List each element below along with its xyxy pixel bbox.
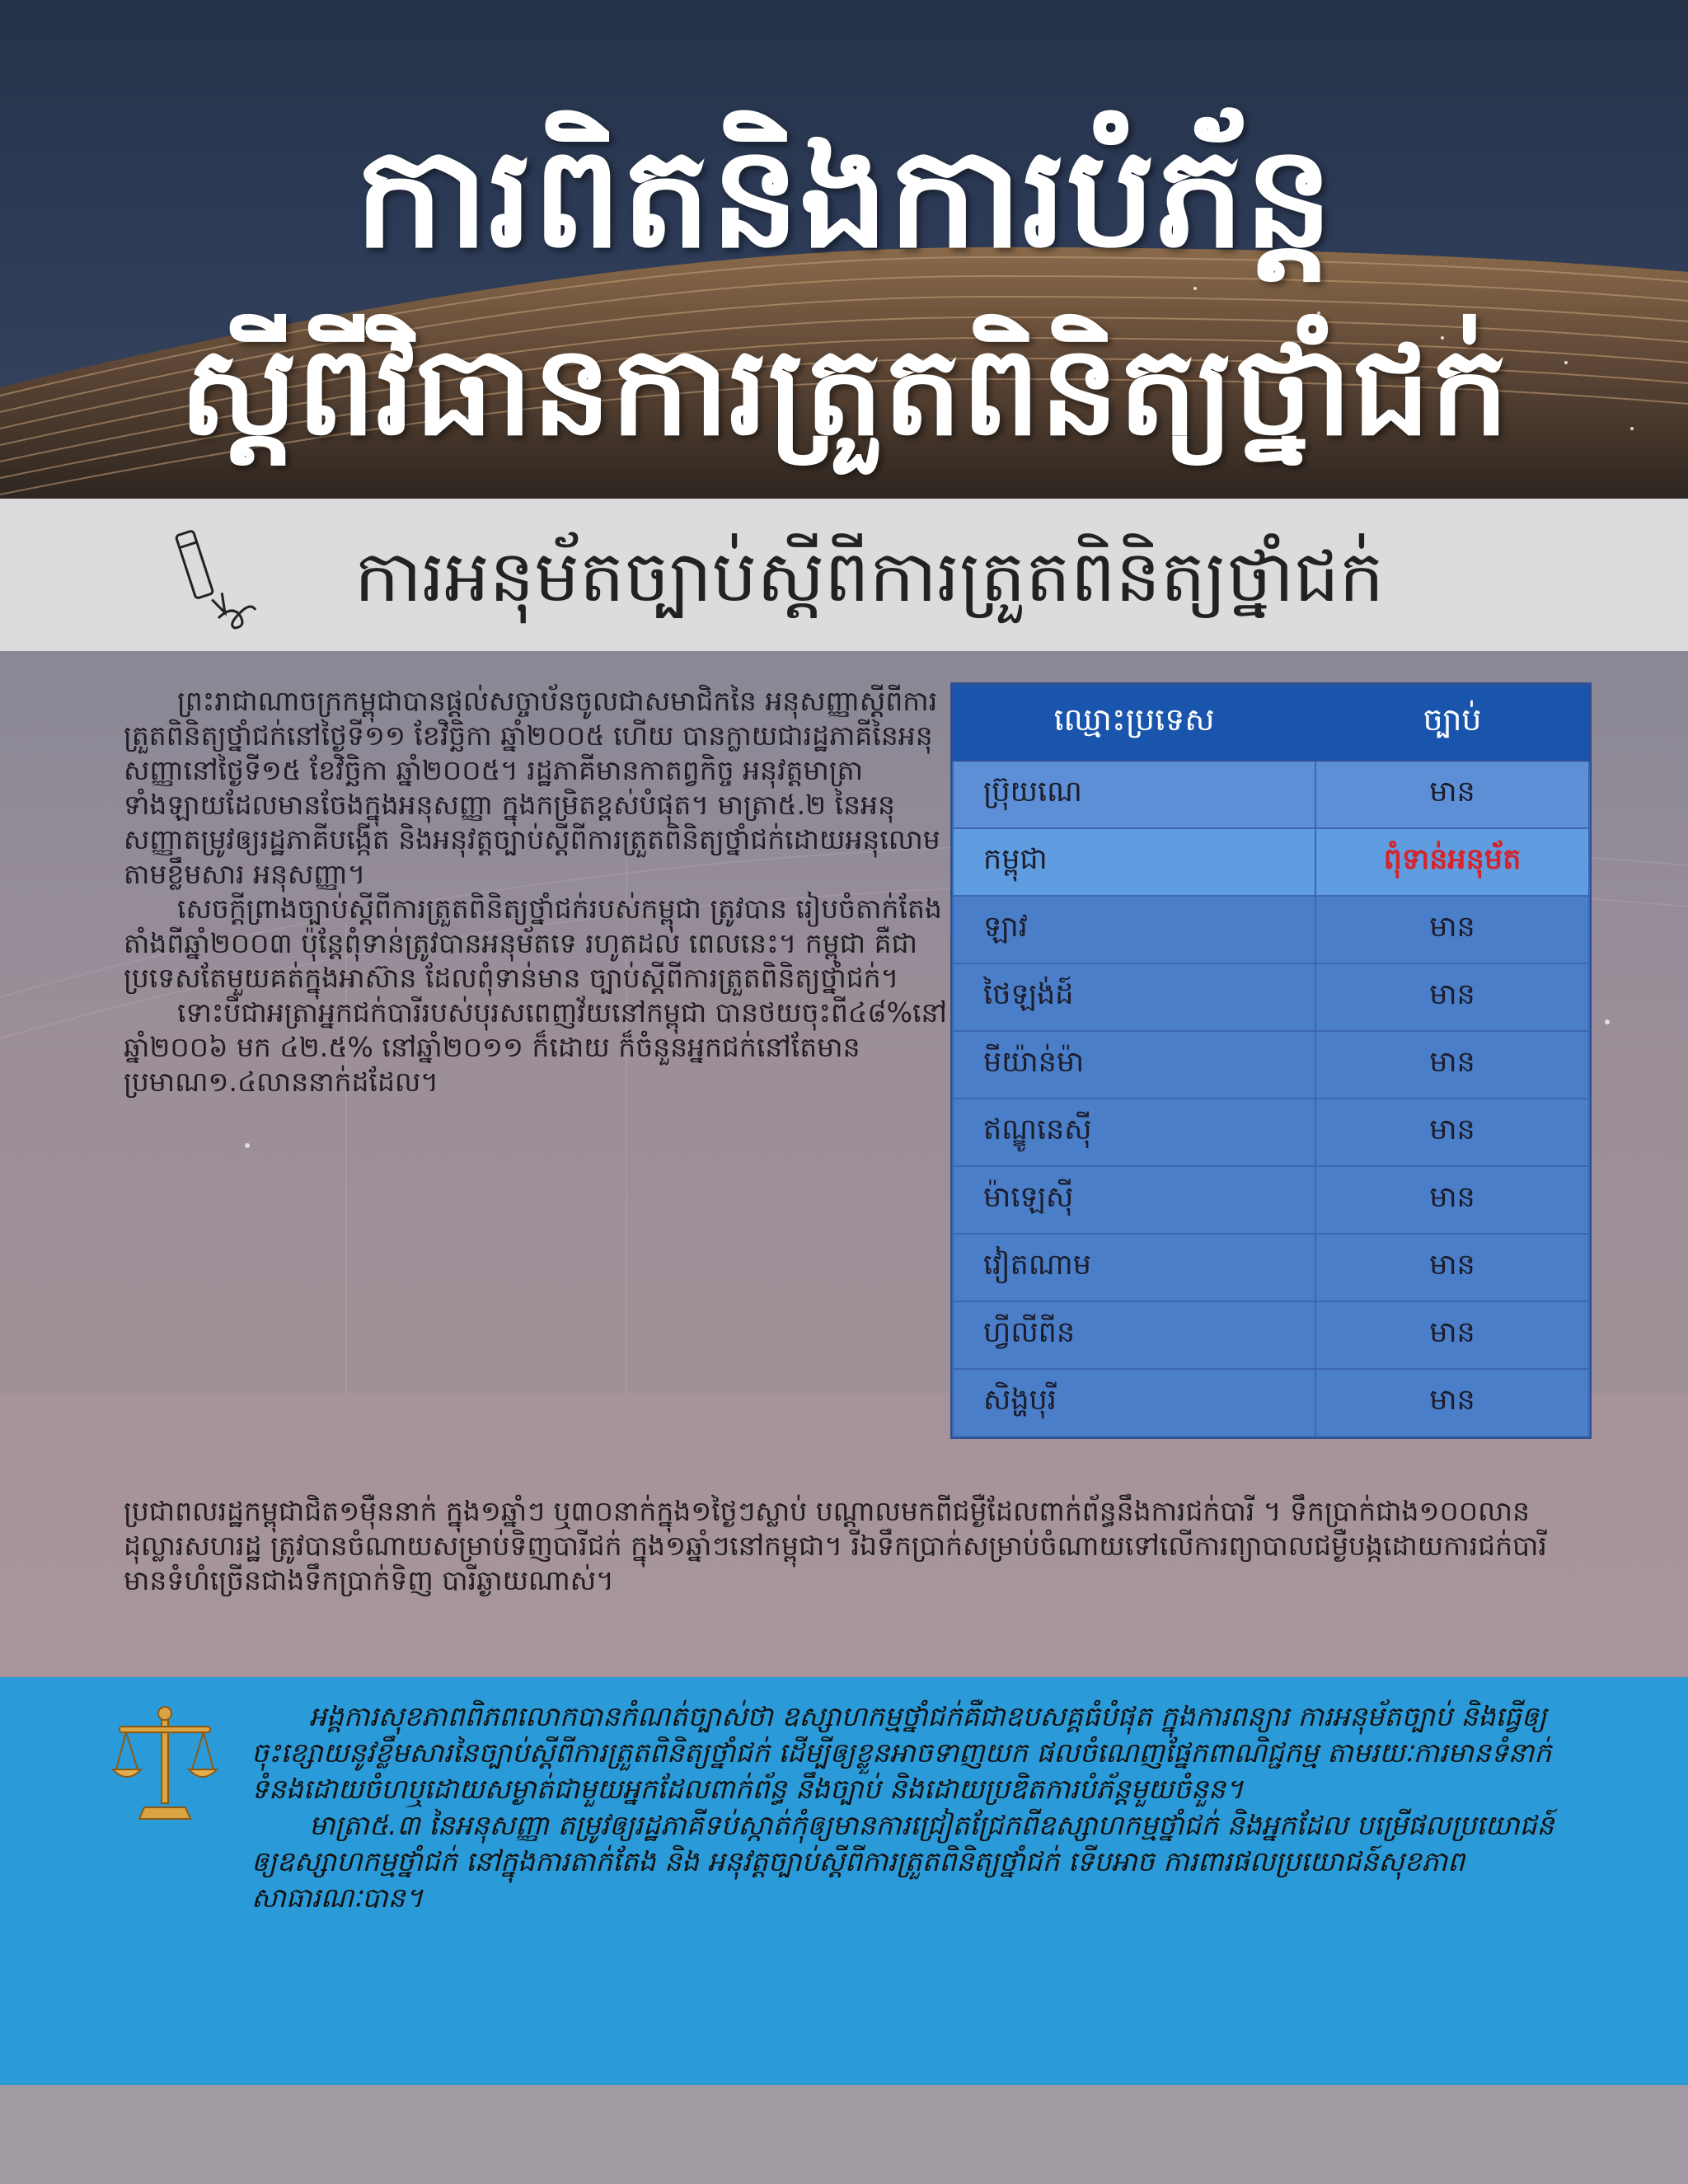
status-cell: មាន bbox=[1315, 1234, 1589, 1301]
main-title-line-1: ការពិតនិងការបំភ័ន្ត bbox=[354, 116, 1334, 279]
country-cell: វៀតណាម bbox=[953, 1234, 1315, 1301]
who-note-box bbox=[0, 1677, 1688, 2085]
table-row bbox=[953, 828, 1589, 896]
table-row bbox=[953, 896, 1589, 963]
pencil-icon bbox=[169, 527, 268, 635]
status-cell: មាន bbox=[1315, 1166, 1589, 1234]
country-cell: កម្ពុជា bbox=[953, 828, 1315, 896]
country-cell: ប្រ៊ុយណេ bbox=[953, 761, 1315, 828]
status-cell: មាន bbox=[1315, 761, 1589, 828]
country-cell: ឡាវ bbox=[953, 896, 1315, 963]
subtitle-heading: ការអនុម័តច្បាប់ស្តីពីការត្រួតពិនិត្យថ្នាំជក់ bbox=[354, 536, 1385, 618]
country-cell: ហ្វីលីពីន bbox=[953, 1301, 1315, 1369]
status-cell: មាន bbox=[1315, 1099, 1589, 1166]
body-paragraph-3: ទោះបីជាអត្រាអ្នកជក់បារីរបស់បុរសពេញវ័យនៅកម្ពុជា បានថយចុះពី៤៨%នៅឆ្នាំ២០០៦ មក ៤២.៥% នៅឆ្នាំ២០១១ ក៏ដោយ ក៏ចំនួនអ្នកជក់នៅតែមានប្រមាណ១.៤លាននាក់ដដែល។ bbox=[124, 996, 947, 1098]
hero-banner bbox=[0, 0, 1688, 499]
table-header-row bbox=[953, 685, 1589, 761]
country-cell: ថៃឡង់ដ៍ bbox=[953, 963, 1315, 1031]
table-row bbox=[953, 1166, 1589, 1234]
table-row bbox=[953, 963, 1589, 1031]
header-law: ច្បាប់ bbox=[1315, 685, 1589, 761]
table-row bbox=[953, 1031, 1589, 1099]
table-row bbox=[953, 1301, 1589, 1369]
asean-law-table bbox=[952, 684, 1590, 1437]
note-paragraph-2: មាត្រា៥.៣ នៃអនុសញ្ញា តម្រូវឲ្យរដ្ឋភាគីទប់ស្កាត់កុំឲ្យមានការជ្រៀតជ្រែកពីឧស្សាហកម្មថ្នាំជក់ និងអ្នកដែល បម្រើផលប្រយោជន៍ឲ្យឧស្សាហកម្មថ្នាំជក់ នៅក្នុងការតាក់តែង និង អនុវត្តច្បាប់ស្តីពីការត្រួតពិនិត្យថ្នាំជក់ ទើបអាច ការពារផលប្រយោជន៍សុខភាពសាធារណៈបាន។ bbox=[251, 1809, 1554, 1914]
footer-band bbox=[0, 2085, 1688, 2184]
country-cell: ម៉ាឡេស៊ី bbox=[953, 1166, 1315, 1234]
country-cell: សិង្ហបុរី bbox=[953, 1369, 1315, 1436]
subtitle-strip bbox=[0, 499, 1688, 651]
status-cell-highlight: ពុំទាន់អនុម័ត bbox=[1315, 828, 1589, 896]
body-paragraph-2: សេចក្តីព្រាងច្បាប់ស្តីពីការត្រួតពិនិត្យថ្នាំជក់របស់កម្ពុជា ត្រូវបាន រៀបចំតាក់តែងតាំងពីឆ្នាំ២០០៣ ប៉ុន្តែពុំទាន់ត្រូវបានអនុម័តទេ រហូតដល់ ពេលនេះ។ កម្ពុជា គឺជាប្រទេសតែមួយគត់ក្នុងអាស៊ាន ដែលពុំទាន់មាន ច្បាប់ស្តីពីការត្រួតពិនិត្យថ្នាំជក់។ bbox=[124, 893, 942, 994]
country-cell: មីយ៉ាន់ម៉ា bbox=[953, 1031, 1315, 1099]
table-row bbox=[953, 1099, 1589, 1166]
main-content bbox=[0, 651, 1688, 1677]
body-paragraph-1: ព្រះរាជាណាចក្រកម្ពុជាបានផ្តល់សច្ចាប័នចូលជាសមាជិកនៃ អនុសញ្ញាស្តីពីការត្រួតពិនិត្យថ្នាំជក់នៅថ្ងៃទី១១ ខែវិច្ឆិកា ឆ្នាំ២០០៥ ហើយ បានក្លាយជារដ្ឋភាគីនៃអនុសញ្ញានៅថ្ងៃទី១៥ ខែវិច្ឆិកា ឆ្នាំ២០០៥។ រដ្ឋភាគីមានកាតព្វកិច្ច អនុវត្តមាត្រាទាំងឡាយដែលមានចែងក្នុងអនុសញ្ញា ក្នុងកម្រិតខ្ពស់បំផុត។ មាត្រា៥.២ នៃអនុសញ្ញាតម្រូវឲ្យរដ្ឋភាគីបង្កើត និងអនុវត្តច្បាប់ស្តីពីការត្រួតពិនិត្យថ្នាំជក់ដោយអនុលោមតាមខ្លឹមសារ អនុសញ្ញា។ bbox=[124, 685, 940, 890]
body-full-width bbox=[124, 1494, 1558, 1598]
status-cell: មាន bbox=[1315, 1301, 1589, 1369]
who-note-text bbox=[251, 1699, 1570, 1916]
table-row bbox=[953, 1369, 1589, 1436]
country-cell: ឥណ្ឌូនេស៊ី bbox=[953, 1099, 1315, 1166]
status-cell: មាន bbox=[1315, 1031, 1589, 1099]
scales-of-justice-icon bbox=[111, 1702, 218, 1825]
status-cell: មាន bbox=[1315, 963, 1589, 1031]
body-paragraph-4: ប្រជាពលរដ្ឋកម្ពុជាជិត១ម៉ឺននាក់ ក្នុង១ឆ្នាំៗ ឬ៣០នាក់ក្នុង១ថ្ងៃៗស្លាប់ បណ្តាលមកពីជម្ងឺដែលពាក់ព័ន្ធនឹងការជក់បារី ។ ទឹកប្រាក់ជាង១០០លានដុល្លារសហរដ្ឋ ត្រូវបានចំណាយសម្រាប់ទិញបារីជក់ ក្នុង១ឆ្នាំៗនៅកម្ពុជា។ រីឯទឹកប្រាក់សម្រាប់ចំណាយទៅលើការព្យាបាលជម្ងឺបង្កដោយការជក់បារី មានទំហំច្រើនជាងទឹកប្រាក់ទិញ បារីឆ្ងាយណាស់។ bbox=[124, 1495, 1547, 1596]
main-title-line-2: ស្តីពីវិធានការត្រួតពិនិត្យថ្នាំជក់ bbox=[179, 320, 1509, 463]
note-paragraph-1: អង្គការសុខភាពពិភពលោកបានកំណត់ច្បាស់ថា ឧស្សាហកម្មថ្នាំជក់គឺជាឧបសគ្គធំបំផុត ក្នុងការពន្យារ ការអនុម័តច្បាប់ និងធ្វើឲ្យចុះខ្សោយនូវខ្លឹមសារនៃច្បាប់ស្តីពីការត្រួតពិនិត្យថ្នាំជក់ ដើម្បីឲ្យខ្លួនអាចទាញយក ផលចំណេញផ្នែកពាណិជ្ជកម្ម តាមរយៈការមានទំនាក់ទំនងដោយចំហឬដោយសម្ងាត់ជាមួយអ្នកដែលពាក់ព័ន្ធ នឹងច្បាប់ និងដោយប្រឌិតការបំភ័ន្តមួយចំនួន។ bbox=[251, 1700, 1552, 1805]
status-cell: មាន bbox=[1315, 1369, 1589, 1436]
body-column bbox=[124, 684, 948, 1099]
header-country: ឈ្មោះប្រទេស bbox=[953, 685, 1315, 761]
table-row bbox=[953, 1234, 1589, 1301]
status-cell: មាន bbox=[1315, 896, 1589, 963]
table-row bbox=[953, 761, 1589, 828]
